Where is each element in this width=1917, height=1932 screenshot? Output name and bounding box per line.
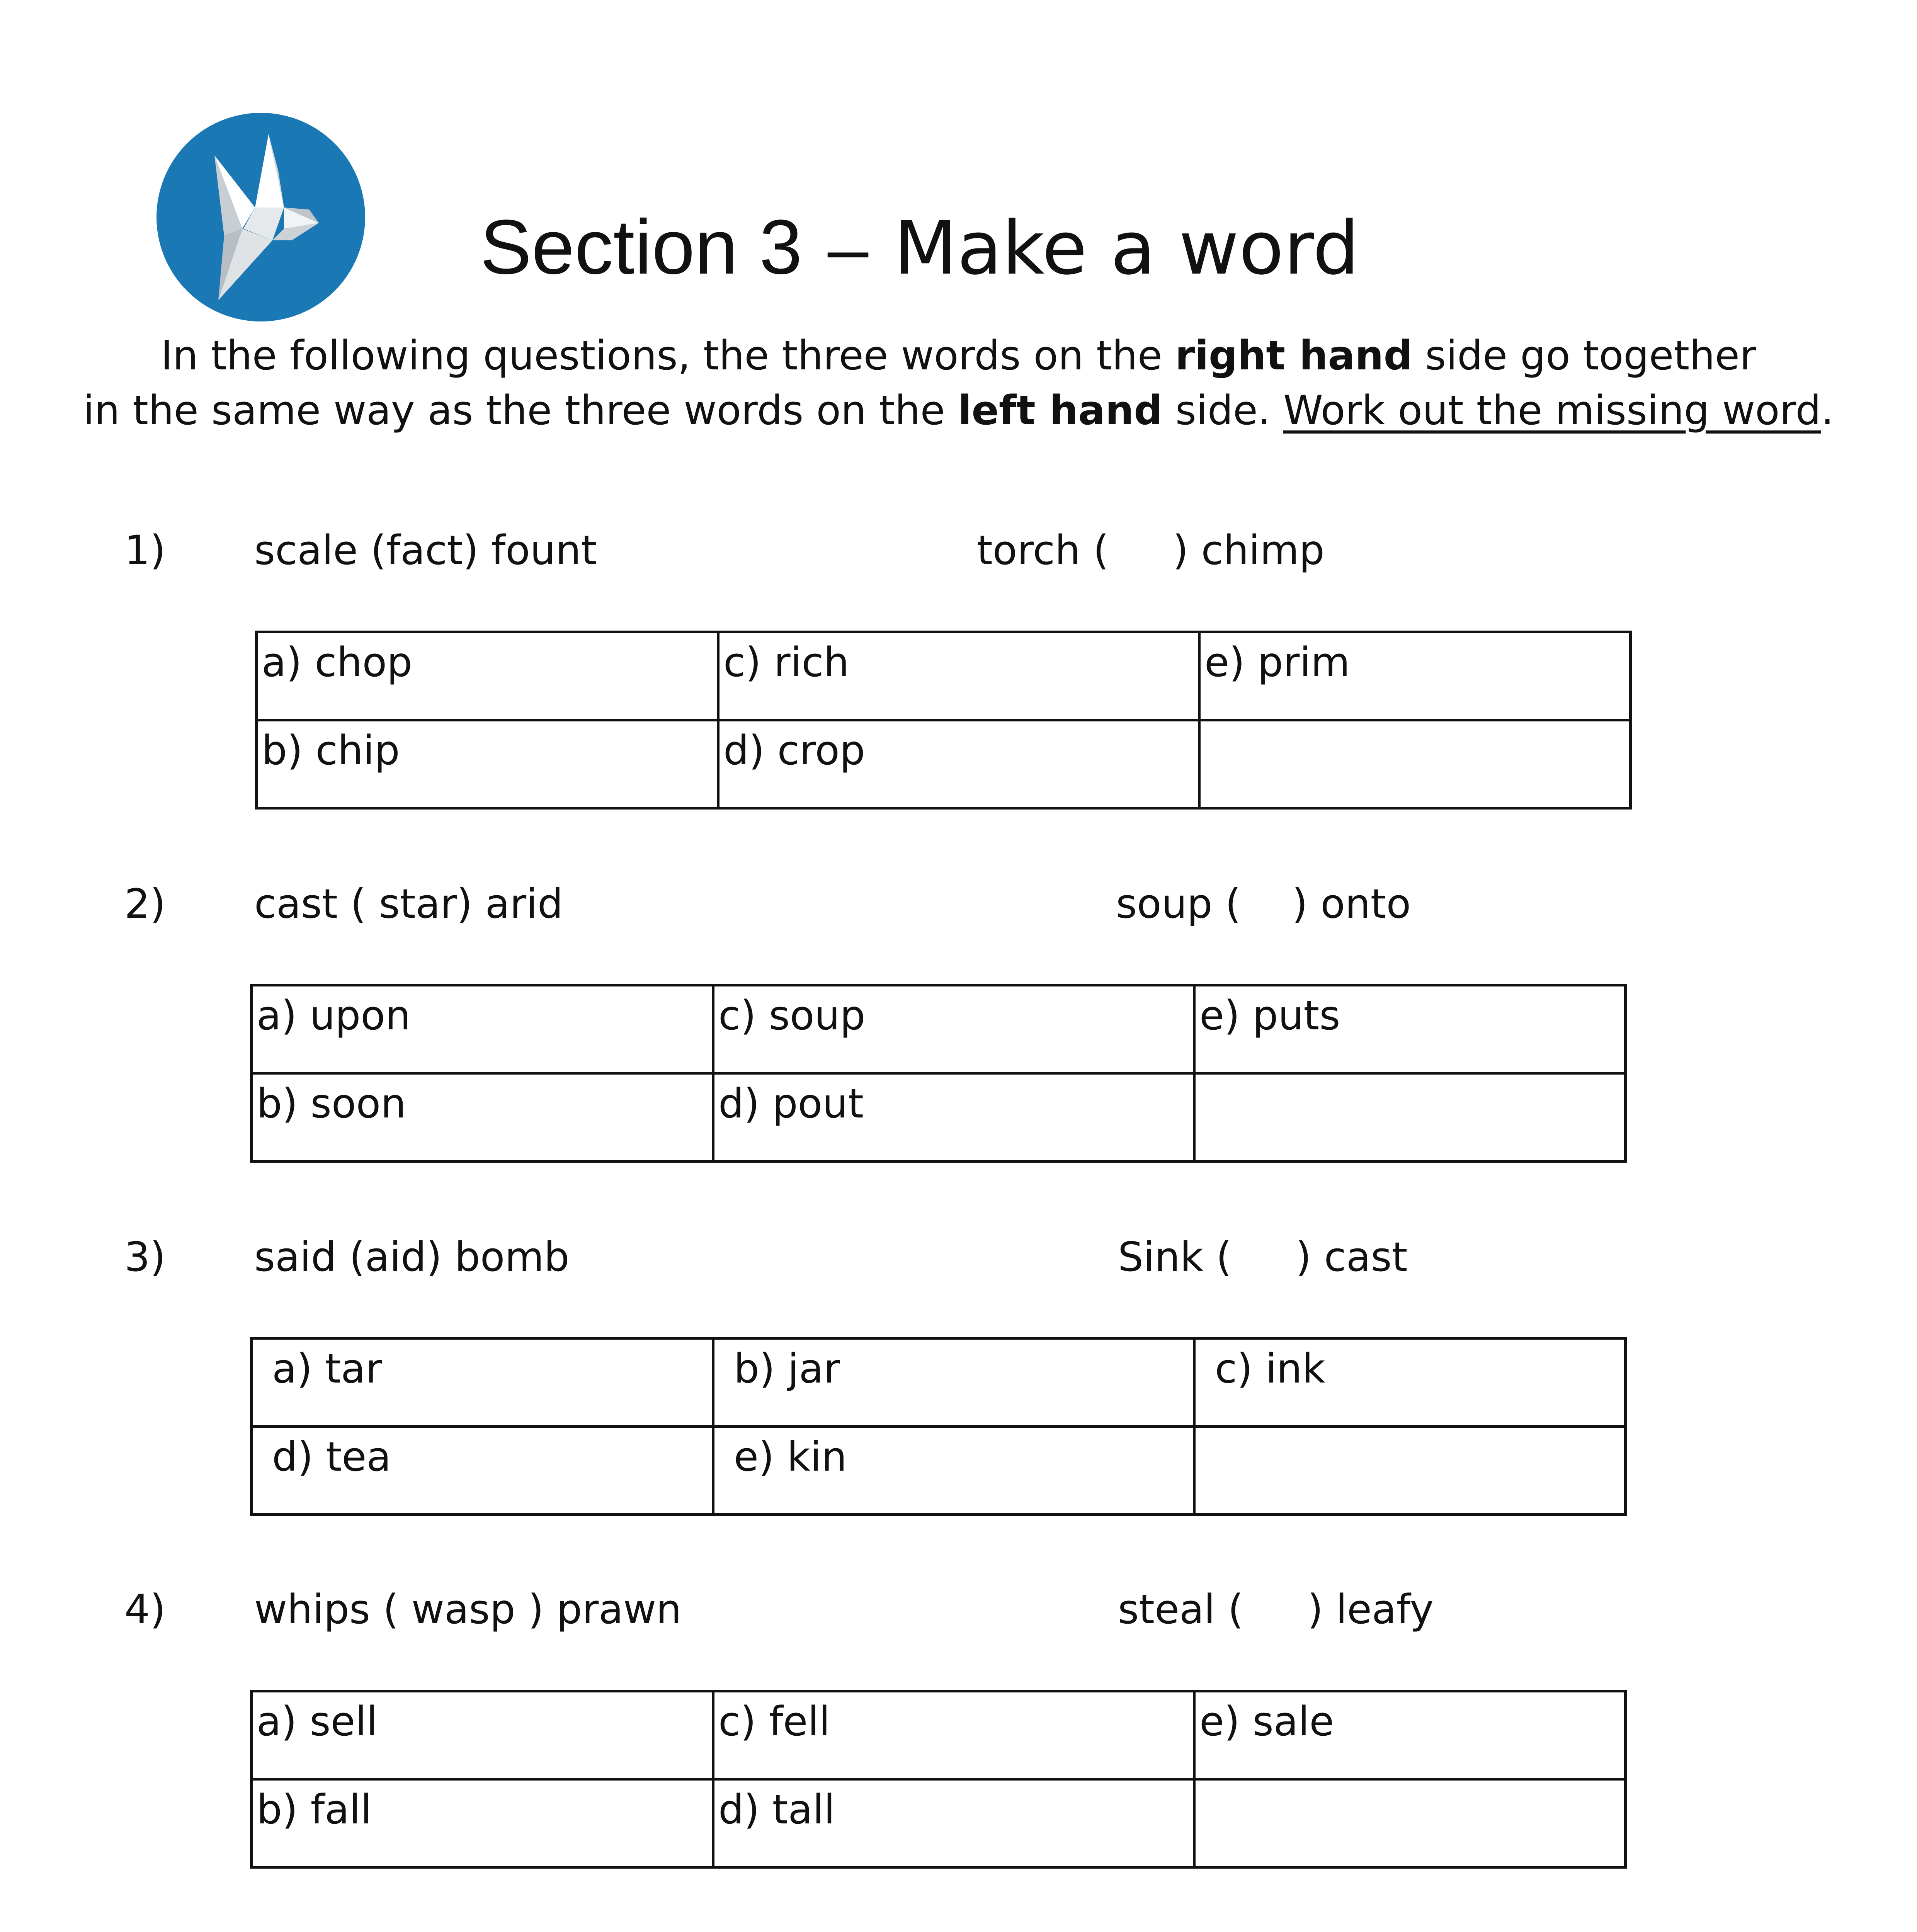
emphasis-missing-word: Work out the missing word	[1283, 387, 1821, 434]
option-cell[interactable]: b) soon	[252, 1073, 713, 1162]
question-number: 2)	[124, 880, 166, 927]
question-number: 3)	[124, 1233, 166, 1281]
question-left-words: whips ( wasp ) prawn	[254, 1586, 682, 1633]
table-row	[252, 1073, 1626, 1162]
title-main: Section 3	[480, 204, 803, 290]
option-cell	[1194, 1779, 1626, 1867]
question-left-words: cast ( star) arid	[254, 880, 563, 927]
option-cell[interactable]: a) sell	[252, 1691, 713, 1779]
options-table	[255, 631, 1632, 810]
option-cell	[1199, 720, 1631, 808]
option-cell[interactable]: e) kin	[713, 1427, 1194, 1515]
instructions-line-1: In the following questions, the three words on the right hand side go together	[161, 332, 1756, 379]
question-number: 4)	[124, 1586, 166, 1633]
table-row	[252, 1779, 1626, 1867]
options-table	[250, 984, 1627, 1163]
option-cell[interactable]: c) ink	[1194, 1338, 1626, 1427]
option-cell[interactable]: e) prim	[1199, 632, 1631, 720]
option-cell[interactable]: e) puts	[1194, 985, 1626, 1073]
option-cell[interactable]: b) chip	[257, 720, 718, 808]
option-cell[interactable]: a) chop	[257, 632, 718, 720]
option-cell[interactable]: b) jar	[713, 1338, 1194, 1427]
question-left-words: scale (fact) fount	[254, 527, 597, 574]
option-cell	[1194, 1427, 1626, 1515]
title-dash: –	[827, 207, 869, 289]
option-cell[interactable]: a) upon	[252, 985, 713, 1073]
option-cell[interactable]: d) pout	[713, 1073, 1194, 1162]
question-left-words: said (aid) bomb	[254, 1233, 570, 1281]
options-table	[250, 1337, 1627, 1516]
question-number: 1)	[124, 527, 166, 574]
question-right-words: steal ( ) leafy	[1118, 1586, 1434, 1633]
option-cell[interactable]: b) fall	[252, 1779, 713, 1867]
option-cell[interactable]: e) sale	[1194, 1691, 1626, 1779]
table-row	[252, 985, 1626, 1073]
option-cell[interactable]: d) tall	[713, 1779, 1194, 1867]
emphasis-right-hand: right hand	[1175, 332, 1413, 379]
option-cell[interactable]: c) soup	[713, 985, 1194, 1073]
option-cell[interactable]: c) rich	[718, 632, 1199, 720]
options-table	[250, 1690, 1627, 1869]
table-row	[252, 1691, 1626, 1779]
option-cell[interactable]: d) crop	[718, 720, 1199, 808]
question-right-words: torch ( ) chimp	[977, 527, 1325, 574]
option-cell	[1194, 1073, 1626, 1162]
page-title	[0, 204, 1839, 291]
table-row	[257, 632, 1631, 720]
table-row	[257, 720, 1631, 808]
table-row	[252, 1338, 1626, 1427]
table-row	[252, 1427, 1626, 1515]
option-cell[interactable]: c) fell	[713, 1691, 1194, 1779]
question-right-words: Sink ( ) cast	[1118, 1233, 1408, 1281]
option-cell[interactable]: a) tar	[252, 1338, 713, 1427]
option-cell[interactable]: d) tea	[252, 1427, 713, 1515]
emphasis-left-hand: left hand	[958, 387, 1163, 434]
question-right-words: soup ( ) onto	[1116, 880, 1411, 927]
instructions-line-2: in the same way as the three words on the left hand side. Work out the missing word.	[83, 387, 1834, 434]
title-subtitle: Make a word	[893, 206, 1359, 291]
